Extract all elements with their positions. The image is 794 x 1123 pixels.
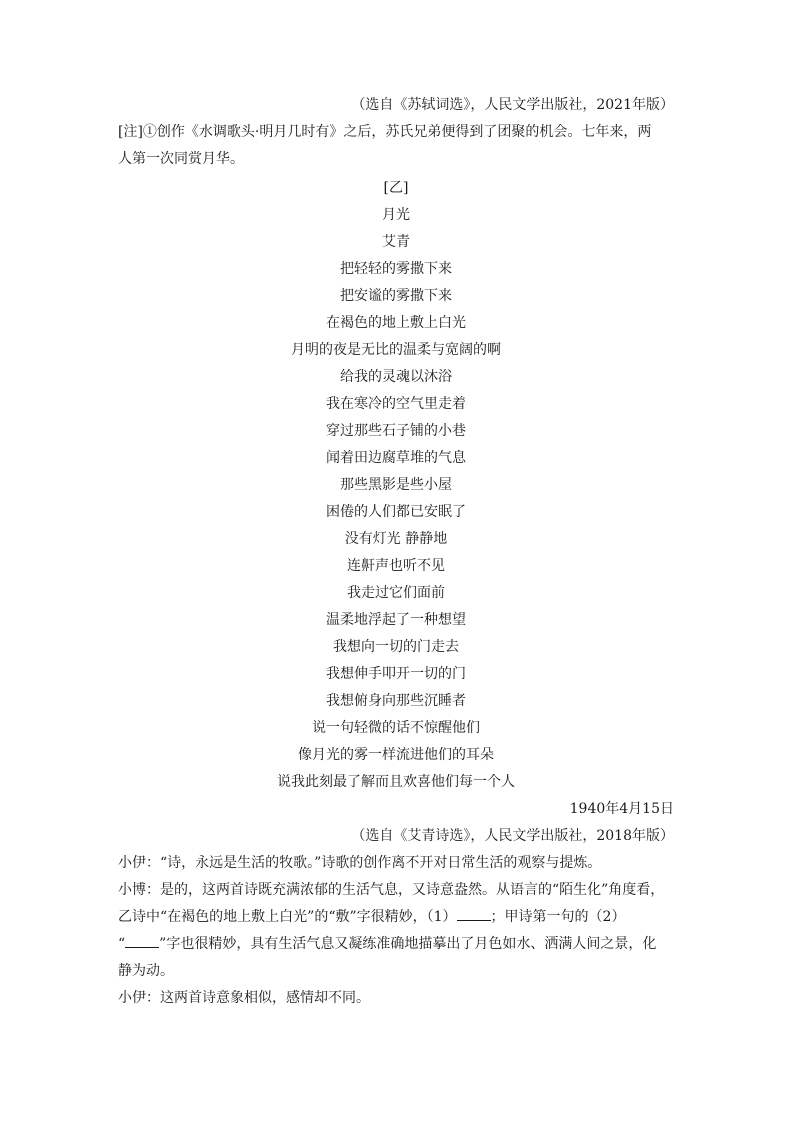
poem-line: 把安谧的雾撒下来 bbox=[340, 288, 452, 304]
poem-author: 艾青 bbox=[382, 234, 410, 250]
poem-line: 我在寒冷的空气里走着 bbox=[326, 396, 466, 412]
dialogue-xiaobo-text-3a: “ bbox=[118, 936, 126, 952]
dialogue-xiaobo-text-2a: 乙诗中“在褐色的地上敷上白光”的“敷”字很精妙，（1） bbox=[118, 909, 457, 925]
poem-line: 把轻轻的雾撒下来 bbox=[340, 261, 452, 277]
dialogue-xiaobo-line-4: 静为动。 bbox=[118, 963, 174, 979]
poem-line: 给我的灵魂以沐浴 bbox=[340, 369, 452, 385]
poem-line: 闻着田边腐草堆的气息 bbox=[326, 450, 466, 466]
dialogue-xiaobo-line-3 bbox=[118, 931, 674, 958]
answer-blank-1[interactable] bbox=[457, 906, 491, 921]
poem-line: 我想伸手叩开一切的门 bbox=[326, 666, 466, 682]
poem-body bbox=[118, 256, 674, 796]
poem-line: 说我此刻最了解而且欢喜他们每一个人 bbox=[277, 774, 515, 790]
poem-line: 我走过它们面前 bbox=[347, 585, 445, 601]
poem-line: 困倦的人们都已安眠了 bbox=[326, 504, 466, 520]
poem-line: 连鼾声也听不见 bbox=[347, 558, 445, 574]
poem-line: 我想俯身向那些沉睡者 bbox=[326, 693, 466, 709]
answer-blank-2[interactable] bbox=[125, 933, 159, 948]
dialogue-xiaobo-line-2 bbox=[118, 904, 674, 931]
poem-line: 穿过那些石子铺的小巷 bbox=[326, 423, 466, 439]
poem-line: 说一句轻微的话不惊醒他们 bbox=[312, 720, 480, 736]
note-line-2: 人第一次同赏月华。 bbox=[118, 151, 244, 167]
dialogue-xiaobo-text-3b: ”字也很精妙，具有生活气息又凝练准确地描摹出了月色如水、洒满人间之景，化 bbox=[159, 936, 657, 952]
poem-line: 月明的夜是无比的温柔与宽阔的啊 bbox=[291, 342, 501, 358]
poem-label: [乙] bbox=[383, 180, 409, 196]
poem-date: 1940年4月15日 bbox=[569, 801, 674, 817]
note-line-1: [注]①创作《水调歌头·明月几时有》之后，苏氏兄弟便得到了团聚的机会。七年来，两 bbox=[118, 124, 652, 140]
dialogue-xiaobo-line-1: 小博：是的，这两首诗既充满浓郁的生活气息，又诗意盎然。从语言的“陌生化”角度看， bbox=[118, 882, 665, 898]
document-page bbox=[118, 92, 674, 1012]
poem-line: 没有灯光 静静地 bbox=[344, 531, 448, 547]
dialogue-xiaobo-text-2b: ；甲诗第一句的（2） bbox=[490, 909, 626, 925]
source-citation-a: （选自《苏轼词选》，人民文学出版社，2021年版） bbox=[351, 97, 674, 113]
poem-line: 在褐色的地上敷上白光 bbox=[326, 315, 466, 331]
dialogue-xiaoyi-1: 小伊：“诗，永远是生活的牧歌。”诗歌的创作离不开对日常生活的观察与提炼。 bbox=[118, 855, 602, 871]
poem-line: 像月光的雾一样流进他们的耳朵 bbox=[298, 747, 494, 763]
dialogue-xiaoyi-2: 小伊：这两首诗意象相似，感情却不同。 bbox=[118, 990, 370, 1006]
poem-line: 那些黑影是些小屋 bbox=[340, 477, 452, 493]
poem-line: 温柔地浮起了一种想望 bbox=[326, 612, 466, 628]
source-citation-b: （选自《艾青诗选》，人民文学出版社，2018年版） bbox=[351, 828, 674, 844]
poem-title: 月光 bbox=[382, 207, 410, 223]
poem-line: 我想向一切的门走去 bbox=[333, 639, 459, 655]
